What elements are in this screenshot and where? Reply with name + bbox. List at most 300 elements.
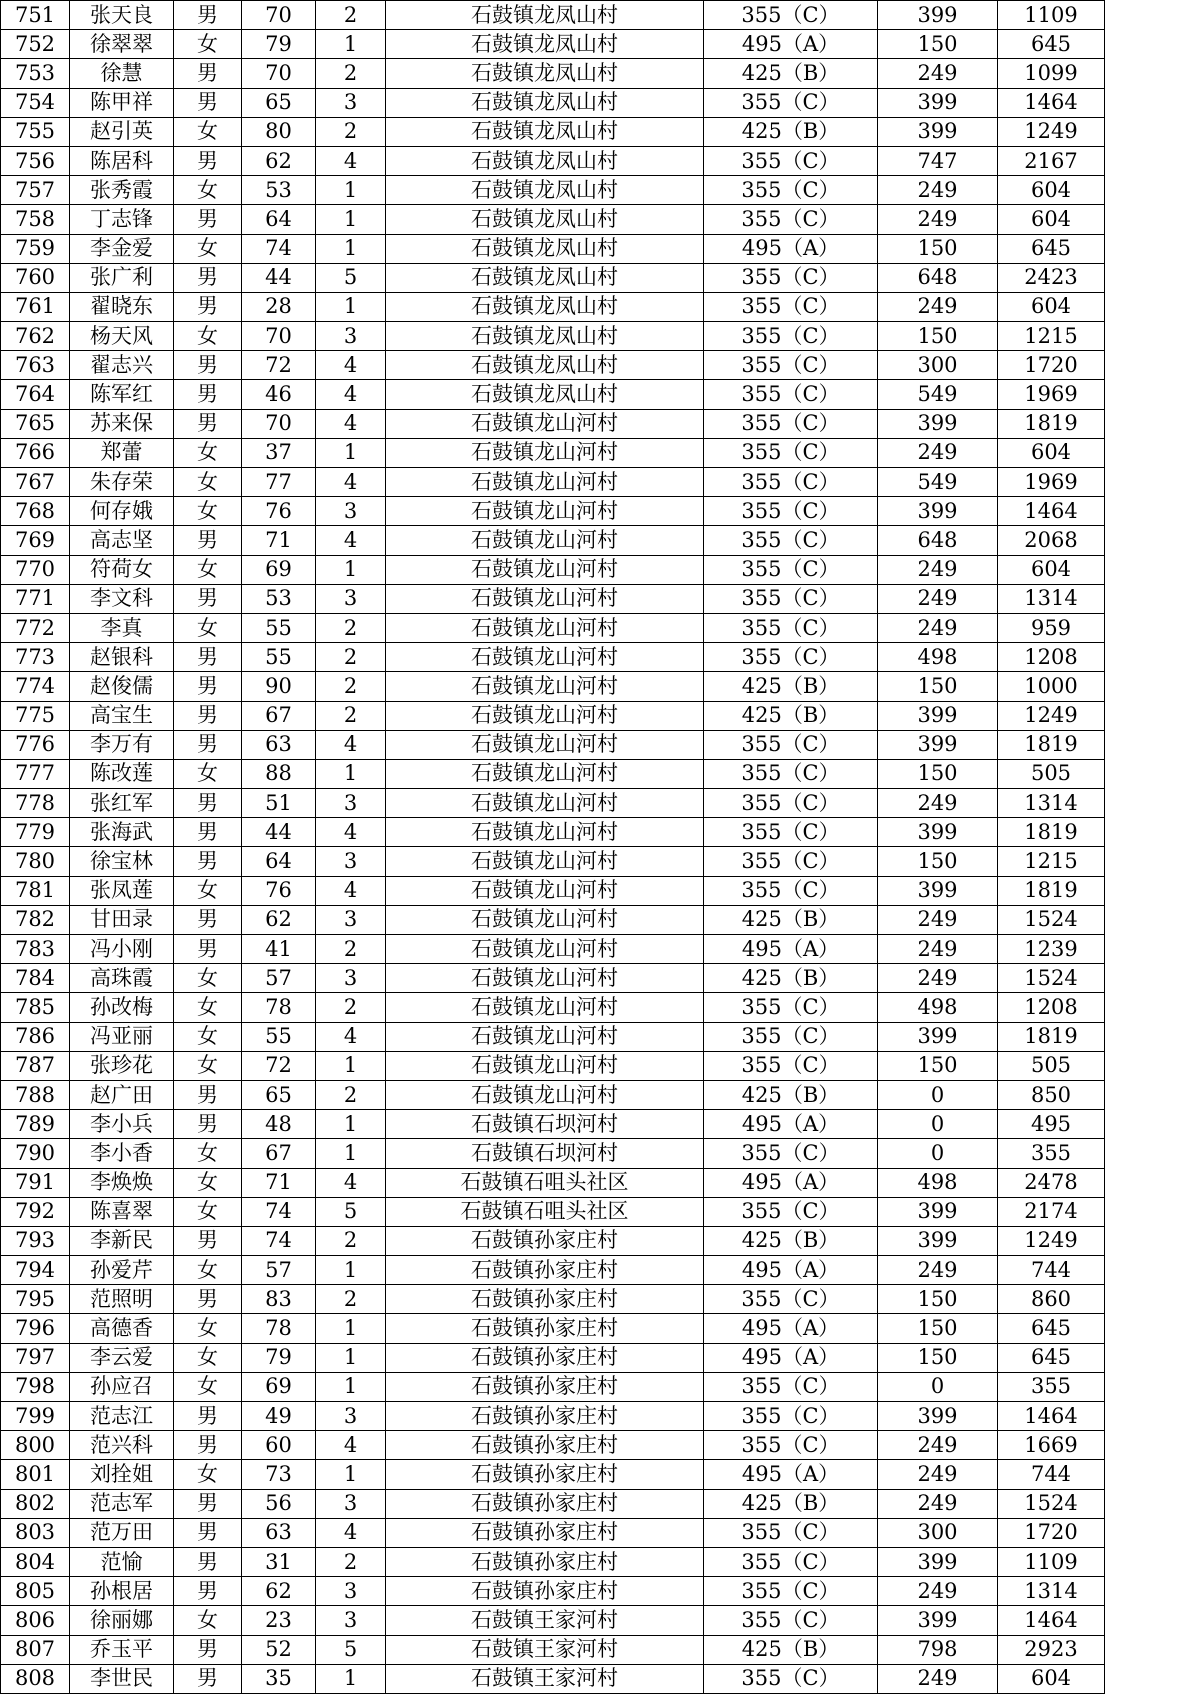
total-cell: 1720 (998, 1518, 1105, 1547)
gender-cell: 男 (174, 1110, 242, 1139)
household-size-cell: 1 (316, 292, 386, 321)
table-row (1, 1, 1105, 30)
age-cell: 79 (242, 1343, 316, 1372)
subsidy-cell: 249 (878, 1489, 998, 1518)
serial-no-cell: 806 (1, 1606, 70, 1635)
gender-cell: 男 (174, 1635, 242, 1664)
name-cell: 陈喜翠 (70, 1197, 174, 1226)
age-cell: 74 (242, 1226, 316, 1255)
name-cell: 范愉 (70, 1547, 174, 1576)
total-cell: 1249 (998, 1226, 1105, 1255)
gender-cell: 女 (174, 176, 242, 205)
subsidy-cell: 150 (878, 1285, 998, 1314)
age-cell: 71 (242, 526, 316, 555)
subsidy-cell: 399 (878, 1606, 998, 1635)
standard-cell: 355（C） (704, 759, 878, 788)
subsidy-cell: 399 (878, 1, 998, 30)
gender-cell: 男 (174, 643, 242, 672)
table-row (1, 1168, 1105, 1197)
age-cell: 76 (242, 497, 316, 526)
total-cell: 744 (998, 1460, 1105, 1489)
table-row (1, 789, 1105, 818)
gender-cell: 男 (174, 730, 242, 759)
household-size-cell: 3 (316, 1489, 386, 1518)
village-cell: 石鼓镇龙凤山村 (386, 234, 704, 263)
age-cell: 69 (242, 555, 316, 584)
gender-cell: 女 (174, 876, 242, 905)
serial-no-cell: 758 (1, 205, 70, 234)
total-cell: 1208 (998, 993, 1105, 1022)
subsidy-cell: 0 (878, 1139, 998, 1168)
gender-cell: 男 (174, 146, 242, 175)
age-cell: 90 (242, 672, 316, 701)
name-cell: 翟志兴 (70, 351, 174, 380)
age-cell: 76 (242, 876, 316, 905)
subsidy-cell: 150 (878, 759, 998, 788)
name-cell: 李世民 (70, 1664, 174, 1693)
standard-cell: 355（C） (704, 643, 878, 672)
household-size-cell: 2 (316, 643, 386, 672)
total-cell: 1215 (998, 322, 1105, 351)
serial-no-cell: 790 (1, 1139, 70, 1168)
name-cell: 李真 (70, 613, 174, 642)
household-size-cell: 1 (316, 1256, 386, 1285)
age-cell: 70 (242, 409, 316, 438)
table-row (1, 292, 1105, 321)
age-cell: 60 (242, 1431, 316, 1460)
household-size-cell: 1 (316, 234, 386, 263)
name-cell: 范志江 (70, 1402, 174, 1431)
gender-cell: 男 (174, 672, 242, 701)
age-cell: 64 (242, 205, 316, 234)
serial-no-cell: 760 (1, 263, 70, 292)
village-cell: 石鼓镇龙山河村 (386, 643, 704, 672)
subsidy-cell: 498 (878, 643, 998, 672)
household-size-cell: 1 (316, 1314, 386, 1343)
household-size-cell: 1 (316, 555, 386, 584)
total-cell: 645 (998, 1314, 1105, 1343)
serial-no-cell: 766 (1, 438, 70, 467)
total-cell: 1969 (998, 468, 1105, 497)
gender-cell: 女 (174, 322, 242, 351)
serial-no-cell: 796 (1, 1314, 70, 1343)
serial-no-cell: 783 (1, 935, 70, 964)
subsidy-cell: 249 (878, 205, 998, 234)
household-size-cell: 2 (316, 1, 386, 30)
serial-no-cell: 773 (1, 643, 70, 672)
standard-cell: 495（A） (704, 1168, 878, 1197)
standard-cell: 355（C） (704, 205, 878, 234)
serial-no-cell: 781 (1, 876, 70, 905)
table-row (1, 497, 1105, 526)
village-cell: 石鼓镇龙凤山村 (386, 59, 704, 88)
village-cell: 石鼓镇龙山河村 (386, 438, 704, 467)
subsidy-cell: 249 (878, 584, 998, 613)
village-cell: 石鼓镇孙家庄村 (386, 1402, 704, 1431)
gender-cell: 女 (174, 1256, 242, 1285)
village-cell: 石鼓镇王家河村 (386, 1606, 704, 1635)
subsidy-cell: 399 (878, 1022, 998, 1051)
standard-cell: 355（C） (704, 1051, 878, 1080)
standard-cell: 495（A） (704, 1110, 878, 1139)
village-cell: 石鼓镇孙家庄村 (386, 1314, 704, 1343)
household-size-cell: 3 (316, 964, 386, 993)
name-cell: 翟晓东 (70, 292, 174, 321)
serial-no-cell: 792 (1, 1197, 70, 1226)
serial-no-cell: 764 (1, 380, 70, 409)
table-row (1, 146, 1105, 175)
gender-cell: 女 (174, 497, 242, 526)
standard-cell: 495（A） (704, 234, 878, 263)
age-cell: 69 (242, 1372, 316, 1401)
total-cell: 2068 (998, 526, 1105, 555)
total-cell: 604 (998, 438, 1105, 467)
total-cell: 1000 (998, 672, 1105, 701)
subsidy-cell: 399 (878, 1402, 998, 1431)
gender-cell: 男 (174, 1577, 242, 1606)
name-cell: 朱存荣 (70, 468, 174, 497)
table-row (1, 1664, 1105, 1693)
table-row (1, 1343, 1105, 1372)
subsidy-cell: 249 (878, 1256, 998, 1285)
serial-no-cell: 778 (1, 789, 70, 818)
subsidy-cell: 249 (878, 905, 998, 934)
table-row (1, 1577, 1105, 1606)
serial-no-cell: 793 (1, 1226, 70, 1255)
serial-no-cell: 788 (1, 1080, 70, 1109)
village-cell: 石鼓镇龙山河村 (386, 789, 704, 818)
village-cell: 石鼓镇龙凤山村 (386, 30, 704, 59)
gender-cell: 女 (174, 759, 242, 788)
subsidy-cell: 399 (878, 497, 998, 526)
table-row (1, 1226, 1105, 1255)
standard-cell: 355（C） (704, 292, 878, 321)
age-cell: 72 (242, 351, 316, 380)
standard-cell: 355（C） (704, 847, 878, 876)
subsidy-cell: 249 (878, 1431, 998, 1460)
name-cell: 郑蕾 (70, 438, 174, 467)
subsidy-cell: 399 (878, 818, 998, 847)
gender-cell: 男 (174, 1547, 242, 1576)
age-cell: 65 (242, 88, 316, 117)
age-cell: 31 (242, 1547, 316, 1576)
age-cell: 62 (242, 905, 316, 934)
name-cell: 高宝生 (70, 701, 174, 730)
table-row (1, 322, 1105, 351)
total-cell: 645 (998, 1343, 1105, 1372)
serial-no-cell: 800 (1, 1431, 70, 1460)
subsidy-cell: 249 (878, 176, 998, 205)
serial-no-cell: 797 (1, 1343, 70, 1372)
village-cell: 石鼓镇龙山河村 (386, 730, 704, 759)
gender-cell: 女 (174, 1606, 242, 1635)
serial-no-cell: 769 (1, 526, 70, 555)
total-cell: 2478 (998, 1168, 1105, 1197)
total-cell: 860 (998, 1285, 1105, 1314)
village-cell: 石鼓镇石坝河村 (386, 1110, 704, 1139)
total-cell: 1314 (998, 789, 1105, 818)
household-size-cell: 4 (316, 409, 386, 438)
table-row (1, 176, 1105, 205)
village-cell: 石鼓镇孙家庄村 (386, 1372, 704, 1401)
table-row (1, 59, 1105, 88)
gender-cell: 女 (174, 1460, 242, 1489)
gender-cell: 男 (174, 1226, 242, 1255)
table-row (1, 1022, 1105, 1051)
age-cell: 71 (242, 1168, 316, 1197)
name-cell: 陈居科 (70, 146, 174, 175)
name-cell: 杨天风 (70, 322, 174, 351)
village-cell: 石鼓镇孙家庄村 (386, 1256, 704, 1285)
village-cell: 石鼓镇龙山河村 (386, 847, 704, 876)
household-size-cell: 1 (316, 30, 386, 59)
total-cell: 1239 (998, 935, 1105, 964)
table-row (1, 1139, 1105, 1168)
household-size-cell: 3 (316, 497, 386, 526)
standard-cell: 355（C） (704, 1285, 878, 1314)
age-cell: 79 (242, 30, 316, 59)
table-row (1, 1606, 1105, 1635)
total-cell: 355 (998, 1139, 1105, 1168)
standard-cell: 355（C） (704, 876, 878, 905)
name-cell: 李文科 (70, 584, 174, 613)
standard-cell: 425（B） (704, 1080, 878, 1109)
table-row (1, 1460, 1105, 1489)
serial-no-cell: 765 (1, 409, 70, 438)
serial-no-cell: 808 (1, 1664, 70, 1693)
serial-no-cell: 801 (1, 1460, 70, 1489)
household-size-cell: 5 (316, 1635, 386, 1664)
name-cell: 何存娥 (70, 497, 174, 526)
table-row (1, 526, 1105, 555)
standard-cell: 495（A） (704, 30, 878, 59)
age-cell: 67 (242, 701, 316, 730)
name-cell: 徐宝林 (70, 847, 174, 876)
total-cell: 1464 (998, 1402, 1105, 1431)
subsidy-cell: 249 (878, 613, 998, 642)
age-cell: 46 (242, 380, 316, 409)
standard-cell: 355（C） (704, 1402, 878, 1431)
household-size-cell: 3 (316, 847, 386, 876)
standard-cell: 355（C） (704, 1664, 878, 1693)
household-size-cell: 2 (316, 701, 386, 730)
gender-cell: 男 (174, 847, 242, 876)
name-cell: 李新民 (70, 1226, 174, 1255)
table-row (1, 1372, 1105, 1401)
gender-cell: 女 (174, 1051, 242, 1080)
age-cell: 74 (242, 1197, 316, 1226)
household-size-cell: 1 (316, 1460, 386, 1489)
subsidy-cell: 300 (878, 1518, 998, 1547)
gender-cell: 男 (174, 1285, 242, 1314)
standard-cell: 425（B） (704, 59, 878, 88)
subsidy-cell: 399 (878, 1226, 998, 1255)
total-cell: 1249 (998, 117, 1105, 146)
subsidy-cell: 249 (878, 935, 998, 964)
subsidy-cell: 399 (878, 117, 998, 146)
serial-no-cell: 755 (1, 117, 70, 146)
serial-no-cell: 802 (1, 1489, 70, 1518)
gender-cell: 女 (174, 1343, 242, 1372)
household-size-cell: 1 (316, 1110, 386, 1139)
household-size-cell: 5 (316, 263, 386, 292)
subsidy-cell: 249 (878, 1460, 998, 1489)
subsidy-cell: 249 (878, 59, 998, 88)
age-cell: 62 (242, 1577, 316, 1606)
gender-cell: 女 (174, 613, 242, 642)
name-cell: 冯小刚 (70, 935, 174, 964)
standard-cell: 355（C） (704, 1606, 878, 1635)
household-size-cell: 2 (316, 613, 386, 642)
village-cell: 石鼓镇龙山河村 (386, 526, 704, 555)
name-cell: 范万田 (70, 1518, 174, 1547)
village-cell: 石鼓镇龙山河村 (386, 876, 704, 905)
household-size-cell: 2 (316, 1285, 386, 1314)
age-cell: 44 (242, 263, 316, 292)
table-row (1, 234, 1105, 263)
subsidy-cell: 0 (878, 1110, 998, 1139)
standard-cell: 355（C） (704, 1197, 878, 1226)
total-cell: 1208 (998, 643, 1105, 672)
household-size-cell: 4 (316, 1431, 386, 1460)
gender-cell: 男 (174, 1, 242, 30)
serial-no-cell: 763 (1, 351, 70, 380)
table-row (1, 847, 1105, 876)
serial-no-cell: 782 (1, 905, 70, 934)
subsidy-cell: 150 (878, 1314, 998, 1343)
village-cell: 石鼓镇龙凤山村 (386, 322, 704, 351)
age-cell: 88 (242, 759, 316, 788)
standard-cell: 355（C） (704, 613, 878, 642)
standard-cell: 355（C） (704, 789, 878, 818)
name-cell: 赵俊儒 (70, 672, 174, 701)
village-cell: 石鼓镇龙山河村 (386, 964, 704, 993)
household-size-cell: 3 (316, 905, 386, 934)
serial-no-cell: 762 (1, 322, 70, 351)
age-cell: 73 (242, 1460, 316, 1489)
household-size-cell: 4 (316, 818, 386, 847)
name-cell: 符荷女 (70, 555, 174, 584)
subsidy-cell: 249 (878, 1664, 998, 1693)
subsidy-cell: 549 (878, 468, 998, 497)
age-cell: 70 (242, 322, 316, 351)
age-cell: 80 (242, 117, 316, 146)
name-cell: 孙爱芹 (70, 1256, 174, 1285)
village-cell: 石鼓镇龙山河村 (386, 468, 704, 497)
total-cell: 2174 (998, 1197, 1105, 1226)
age-cell: 74 (242, 234, 316, 263)
table-row (1, 993, 1105, 1022)
name-cell: 徐翠翠 (70, 30, 174, 59)
table-row (1, 1256, 1105, 1285)
table-row (1, 380, 1105, 409)
total-cell: 1464 (998, 497, 1105, 526)
age-cell: 78 (242, 1314, 316, 1343)
gender-cell: 男 (174, 1489, 242, 1518)
total-cell: 1249 (998, 701, 1105, 730)
subsidy-cell: 150 (878, 1343, 998, 1372)
gender-cell: 男 (174, 1080, 242, 1109)
age-cell: 51 (242, 789, 316, 818)
village-cell: 石鼓镇龙凤山村 (386, 176, 704, 205)
standard-cell: 425（B） (704, 1489, 878, 1518)
table-row (1, 1080, 1105, 1109)
total-cell: 1314 (998, 1577, 1105, 1606)
subsidy-cell: 549 (878, 380, 998, 409)
household-size-cell: 3 (316, 789, 386, 818)
table-row (1, 468, 1105, 497)
village-cell: 石鼓镇龙山河村 (386, 584, 704, 613)
subsidy-cell: 249 (878, 1577, 998, 1606)
household-size-cell: 2 (316, 672, 386, 701)
total-cell: 1464 (998, 1606, 1105, 1635)
name-cell: 徐丽娜 (70, 1606, 174, 1635)
gender-cell: 女 (174, 964, 242, 993)
gender-cell: 男 (174, 1518, 242, 1547)
village-cell: 石鼓镇龙山河村 (386, 555, 704, 584)
village-cell: 石鼓镇龙凤山村 (386, 292, 704, 321)
name-cell: 赵引英 (70, 117, 174, 146)
total-cell: 1819 (998, 876, 1105, 905)
serial-no-cell: 784 (1, 964, 70, 993)
total-cell: 604 (998, 176, 1105, 205)
age-cell: 55 (242, 1022, 316, 1051)
standard-cell: 355（C） (704, 438, 878, 467)
serial-no-cell: 798 (1, 1372, 70, 1401)
total-cell: 1109 (998, 1, 1105, 30)
table-row (1, 1285, 1105, 1314)
household-size-cell: 3 (316, 1606, 386, 1635)
serial-no-cell: 807 (1, 1635, 70, 1664)
village-cell: 石鼓镇孙家庄村 (386, 1577, 704, 1606)
table-row (1, 730, 1105, 759)
standard-cell: 355（C） (704, 1547, 878, 1576)
standard-cell: 355（C） (704, 263, 878, 292)
table-row (1, 30, 1105, 59)
village-cell: 石鼓镇龙凤山村 (386, 263, 704, 292)
total-cell: 1819 (998, 730, 1105, 759)
gender-cell: 男 (174, 584, 242, 613)
household-size-cell: 3 (316, 1402, 386, 1431)
gender-cell: 女 (174, 1139, 242, 1168)
total-cell: 1215 (998, 847, 1105, 876)
standard-cell: 355（C） (704, 380, 878, 409)
serial-no-cell: 759 (1, 234, 70, 263)
village-cell: 石鼓镇龙山河村 (386, 1051, 704, 1080)
subsidy-cell: 150 (878, 1051, 998, 1080)
serial-no-cell: 804 (1, 1547, 70, 1576)
name-cell: 张珍花 (70, 1051, 174, 1080)
table-row (1, 905, 1105, 934)
household-size-cell: 1 (316, 759, 386, 788)
table-row (1, 1518, 1105, 1547)
gender-cell: 男 (174, 263, 242, 292)
gender-cell: 女 (174, 555, 242, 584)
standard-cell: 355（C） (704, 526, 878, 555)
total-cell: 850 (998, 1080, 1105, 1109)
serial-no-cell: 771 (1, 584, 70, 613)
name-cell: 孙根居 (70, 1577, 174, 1606)
age-cell: 35 (242, 1664, 316, 1693)
subsidy-cell: 249 (878, 964, 998, 993)
age-cell: 28 (242, 292, 316, 321)
table-row (1, 117, 1105, 146)
table-row (1, 818, 1105, 847)
subsidy-cell: 0 (878, 1080, 998, 1109)
age-cell: 64 (242, 847, 316, 876)
village-cell: 石鼓镇孙家庄村 (386, 1518, 704, 1547)
table-row (1, 555, 1105, 584)
